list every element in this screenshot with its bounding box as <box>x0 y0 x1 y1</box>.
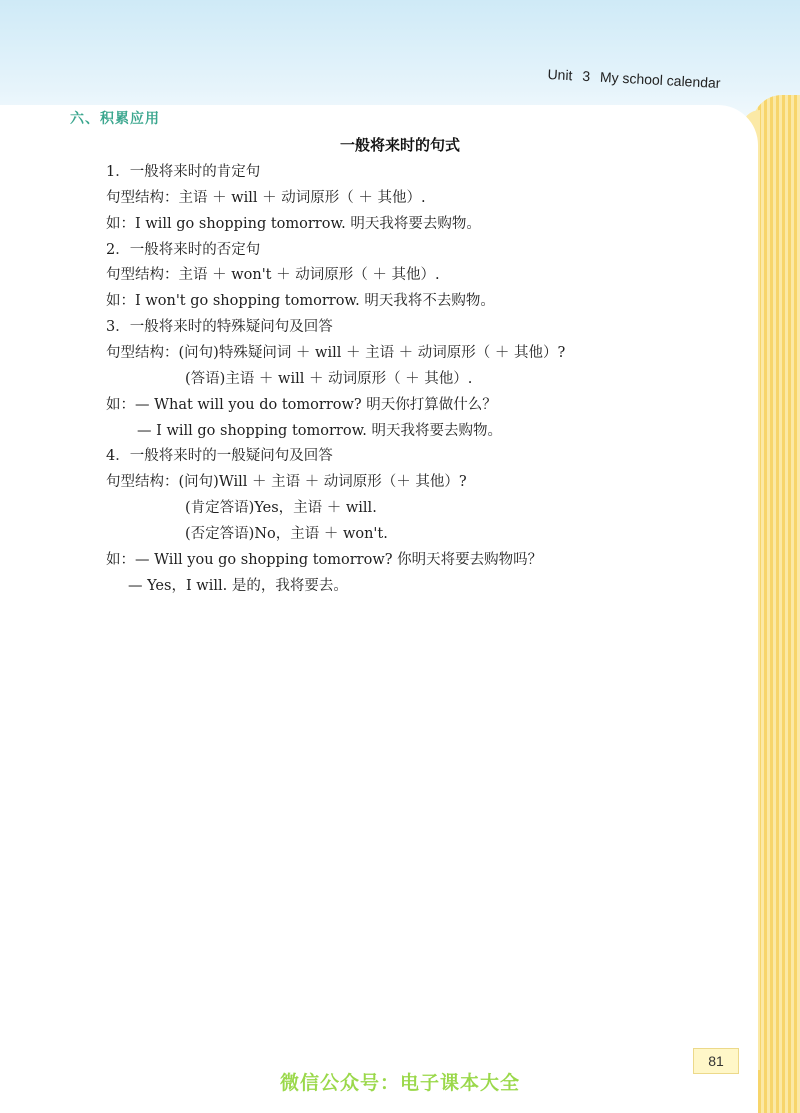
heading-wh-question: 3．一般将来时的特殊疑问句及回答 <box>106 319 333 335</box>
pattern-yes-no-question: 句型结构：(问句)Will ＋ 主语 ＋ 动词原形（＋ 其他）? <box>106 474 467 490</box>
pattern-positive-answer: (肯定答语)Yes，主语 ＋ will. <box>185 500 377 516</box>
pattern-negative: 句型结构：主语 ＋ won't ＋ 动词原形（ ＋ 其他）. <box>106 267 440 283</box>
example-yes-no-answer: — Yes，I will. 是的，我将要去。 <box>128 578 348 594</box>
example-wh-answer: — I will go shopping tomorrow. 明天我将要去购物。 <box>137 423 502 439</box>
watermark: 微信公众号：电子课本大全 <box>279 1072 520 1094</box>
section-title: 六、积累应用 <box>70 111 160 127</box>
unit-label: Unit <box>547 66 573 84</box>
unit-title: My school calendar <box>599 68 721 92</box>
pattern-affirmative: 句型结构：主语 ＋ will ＋ 动词原形（ ＋ 其他）. <box>106 190 426 206</box>
example-negative: 如：I won't go shopping tomorrow. 明天我将不去购物。 <box>106 293 495 309</box>
example-affirmative: 如：I will go shopping tomorrow. 明天我将要去购物。 <box>106 216 481 232</box>
pattern-wh-question: 句型结构：(问句)特殊疑问词 ＋ will ＋ 主语 ＋ 动词原形（ ＋ 其他）? <box>106 345 566 361</box>
heading-affirmative: 1．一般将来时的肯定句 <box>106 164 261 180</box>
page-number: 81 <box>693 1048 739 1074</box>
unit-number: 3 <box>581 67 591 85</box>
pattern-wh-answer: (答语)主语 ＋ will ＋ 动词原形（ ＋ 其他）. <box>185 371 473 387</box>
example-yes-no-question: 如：— Will you go shopping tomorrow? 你明天将要去购物吗？ <box>106 552 543 568</box>
document-title: 一般将来时的句式 <box>339 136 460 154</box>
heading-negative: 2．一般将来时的否定句 <box>106 242 261 258</box>
heading-yes-no-question: 4．一般将来时的一般疑问句及回答 <box>106 448 333 464</box>
pattern-negative-answer: (否定答语)No，主语 ＋ won't. <box>185 526 388 542</box>
example-wh-question: 如：— What will you do tomorrow? 明天你打算做什么？ <box>106 397 497 413</box>
